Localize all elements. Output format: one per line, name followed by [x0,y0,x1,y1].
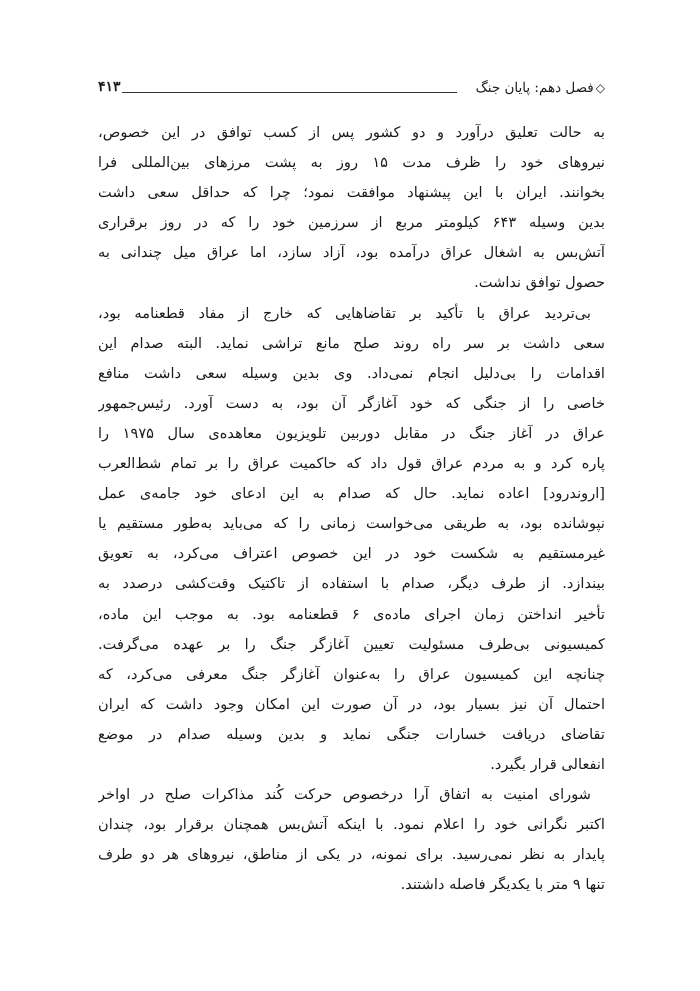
chapter-title [472,80,605,96]
text-line: بیندازد. از طرف دیگر، صدام با استفاده از تاکتیک وقت‌کشی درصدد به [98,575,605,593]
diamond-icon: ◇ [595,81,605,95]
text-line: بخوانند. ایران با این پیشنهاد موافقت نمود؛ چرا که حداقل سعی داشت [98,184,605,202]
paragraph [98,780,605,900]
paragraph [98,299,605,781]
text-line: غیرمستقیم به شکست خود در این خصوص اعتراف می‌کرد، به تعویق [98,545,605,563]
text-line: پایدار به نظر نمی‌رسید. برای نمونه، در یکی از مناطق، نیروهای هر دو طرف [98,846,605,864]
text-line: انفعالی قرار بگیرد. [490,755,605,773]
header-rule [122,92,457,93]
text-line: حصول توافق نداشت. [474,274,605,292]
text-line: [اروندرود] اعاده نماید. حال که صدام به این ادعای خود جامه‌ی عمل [98,485,605,503]
body-text [98,118,605,900]
text-line: تأخیر انداختن زمان اجرای ماده‌ی ۶ قطعنامه بود. به موجب این ماده، [98,605,605,623]
text-line: عراق در آغاز جنگ در مقابل دوربین تلویزیون معاهده‌ی سال ۱۹۷۵ را [98,424,605,442]
text-line: چنانچه این کمیسیون عراق را به‌عنوان آغازگر جنگ معرفی می‌کرد، که [98,665,605,683]
text-line: آتش‌بس به اشغال عراق درآمده بود، آزاد سازد، اما عراق میل چندانی به [98,244,605,262]
text-line: پاره کرد و به مردم عراق قول داد که حاکمیت عراق را بر تمام شط‌العرب [98,455,605,473]
text-line: احتمال آن نیز بسیار بود، در آن صورت این امکان وجود داشت که ایران [98,695,605,713]
text-line: اقدامات را بی‌دلیل انجام نمی‌داد. وی بدین وسیله سعی داشت منافع [98,364,605,382]
text-line: تنها ۹ متر با یکدیگر فاصله داشتند. [400,876,605,894]
text-line: نیروهای خود را ظرف مدت ۱۵ روز به پشت مرزهای بین‌المللی فرا [98,154,605,172]
text-line: اکتبر نگرانی خود را اعلام نمود. با اینکه آتش‌بس همچنان برقرار بود، چندان [98,816,605,834]
page-number: ۴۱۳ [98,79,121,95]
text-line: بی‌تردید عراق با تأکید بر تقاضاهایی که خارج از مفاد قطعنامه بود، [98,304,591,322]
text-line: تقاضای دریافت خسارات جنگی نماید و بدین وسیله صدام در موضع [98,725,605,743]
text-line: کمیسیونی بی‌طرف مسئولیت تعیین آغازگر جنگ را بر عهده می‌گرفت. [98,635,605,653]
text-line: بدین وسیله ۶۴۳ کیلومتر مربع از سرزمین خود را که در روز برقراری [98,214,605,232]
running-header [98,80,605,106]
text-line: شورای امنیت به اتفاق آرا درخصوص حرکت کُند مذاکرات صلح در اواخر [98,786,591,804]
text-line: سعی داشت بر سر راه روند صلح مانع تراشی نماید. البته صدام این [98,334,605,352]
text-line: به حالت تعلیق درآورد و دو کشور پس از کسب توافق در این خصوص، [98,124,605,141]
text-line: خاصی را از جنگی که خود آغازگر آن بود، به دست آورد. رئیس‌جمهور [98,394,605,412]
chapter-title-text: فصل دهم: پایان جنگ [475,80,594,96]
paragraph [98,118,605,299]
text-line: نپوشانده بود، به طریقی می‌خواست زمانی را که می‌باید به‌طور مستقیم یا [98,515,605,533]
